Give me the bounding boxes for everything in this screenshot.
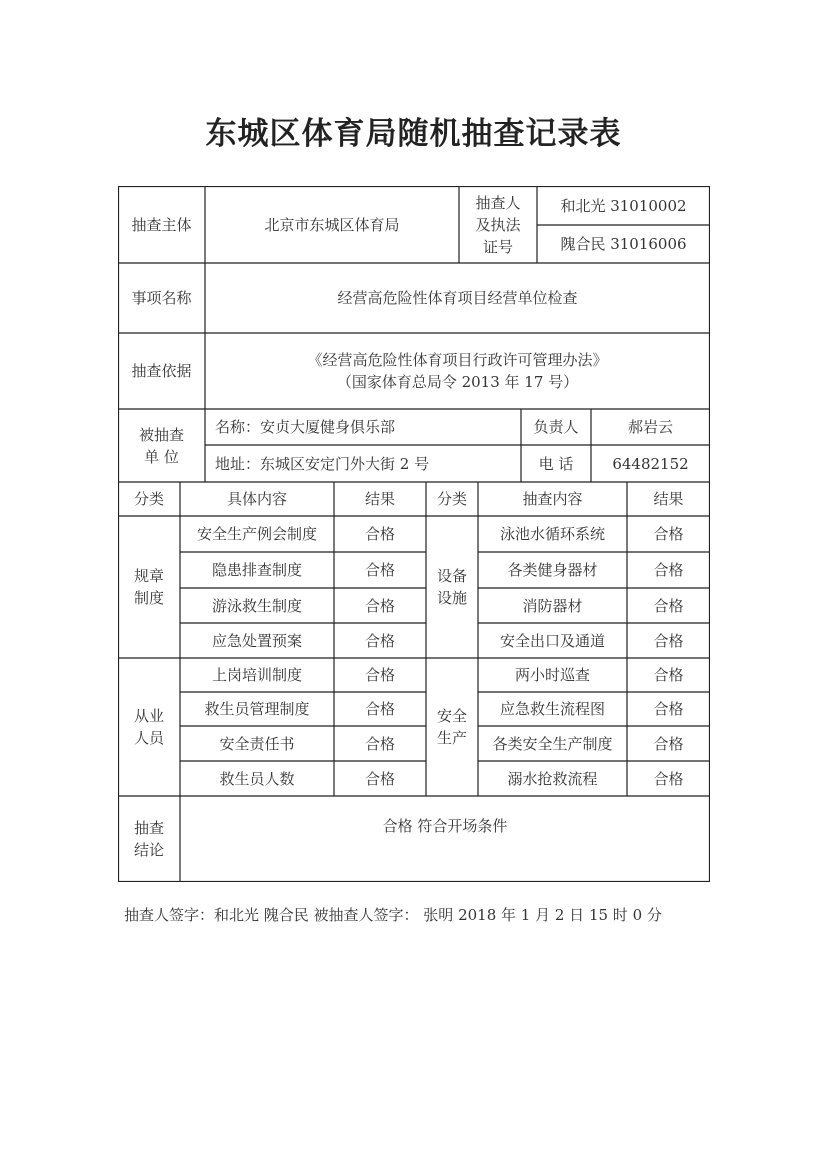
table-row-item: 上岗培训制度 bbox=[211, 666, 302, 684]
category-line: 从业 bbox=[133, 707, 164, 725]
category-line: 制度 bbox=[133, 589, 164, 607]
conclusion-value: 合格 符合开场条件 bbox=[382, 817, 508, 835]
table-row-result: 合格 bbox=[364, 700, 395, 718]
signature-line: 抽查人签字：和北光 隗合民 被抽查人签字： 张明 2018 年 1 月 2 日 15 时 0 分 bbox=[124, 906, 662, 924]
col-header: 具体内容 bbox=[226, 490, 287, 508]
table-row-result: 合格 bbox=[364, 666, 395, 684]
table-row-result: 合格 bbox=[364, 631, 395, 650]
table-row-result: 合格 bbox=[653, 734, 684, 753]
table-row-item: 应急救生流程图 bbox=[499, 700, 605, 718]
table-row-result: 合格 bbox=[364, 769, 395, 788]
item-value: 经营高危险性体育项目经营单位检查 bbox=[337, 289, 578, 307]
table-row-result: 合格 bbox=[653, 631, 684, 650]
col-header: 抽查内容 bbox=[522, 490, 583, 508]
owner-value: 郝岩云 bbox=[627, 418, 673, 436]
table-row-result: 合格 bbox=[653, 666, 684, 684]
basis-value bbox=[205, 333, 710, 409]
table-row-item: 各类安全生产制度 bbox=[492, 734, 613, 753]
subject-value: 北京市东城区体育局 bbox=[264, 215, 400, 234]
inspector-label-line: 抽查人 bbox=[475, 193, 521, 212]
table-row-result: 合格 bbox=[364, 596, 395, 615]
phone-value: 64482152 bbox=[612, 454, 689, 473]
category-equipment bbox=[426, 516, 478, 658]
conclusion-label-line: 抽查 bbox=[133, 819, 164, 837]
phone-label: 电 话 bbox=[538, 454, 574, 473]
table-row-item: 游泳救生制度 bbox=[211, 596, 302, 615]
subject-label: 抽查主体 bbox=[131, 215, 192, 234]
table-row-item: 溺水抢救流程 bbox=[507, 769, 598, 788]
table-row-result: 合格 bbox=[364, 525, 395, 543]
item-label: 事项名称 bbox=[131, 289, 192, 307]
table-row-result: 合格 bbox=[364, 561, 395, 579]
category-staff bbox=[118, 658, 180, 796]
col-header: 分类 bbox=[133, 490, 164, 508]
table-row-item: 各类健身器材 bbox=[507, 561, 598, 579]
basis-line: 《经营高危险性体育项目行政许可管理办法》 bbox=[307, 351, 608, 369]
col-header: 结果 bbox=[653, 490, 684, 508]
table-row-result: 合格 bbox=[653, 596, 684, 615]
owner-label: 负责人 bbox=[533, 418, 579, 436]
conclusion-label bbox=[118, 796, 180, 882]
inspector-1: 和北光 31010002 bbox=[560, 196, 687, 215]
inspection-table bbox=[118, 186, 710, 882]
inspector-label-line: 证号 bbox=[482, 237, 513, 256]
table-row-item: 应急处置预案 bbox=[211, 631, 302, 650]
table-row-item: 安全出口及通道 bbox=[499, 631, 605, 650]
table-row-item: 安全责任书 bbox=[219, 734, 295, 753]
unit-name: 名称：安贞大厦健身俱乐部 bbox=[215, 418, 396, 436]
category-line: 规章 bbox=[133, 567, 164, 585]
inspector-2: 隗合民 31016006 bbox=[560, 235, 687, 253]
table-row-item: 消防器材 bbox=[522, 596, 583, 615]
category-rules bbox=[118, 516, 180, 658]
category-line: 安全 bbox=[436, 707, 467, 725]
col-header: 结果 bbox=[364, 490, 395, 508]
category-line: 设施 bbox=[436, 589, 467, 607]
table-row-result: 合格 bbox=[653, 561, 684, 579]
unit-label-line: 单 位 bbox=[144, 447, 179, 466]
inspector-label bbox=[459, 186, 537, 263]
table-row-item: 两小时巡查 bbox=[514, 666, 590, 684]
form-title: 东城区体育局随机抽查记录表 bbox=[205, 116, 622, 152]
table-row-result: 合格 bbox=[653, 769, 684, 788]
unit-label-line: 被抽查 bbox=[138, 425, 184, 444]
category-line: 设备 bbox=[436, 567, 467, 585]
table-row-result: 合格 bbox=[364, 734, 395, 753]
unit-label bbox=[118, 409, 205, 482]
table-row-item: 安全生产例会制度 bbox=[196, 525, 317, 543]
table-row-result: 合格 bbox=[653, 525, 684, 543]
table-row-item: 泳池水循环系统 bbox=[499, 525, 605, 543]
col-header: 分类 bbox=[436, 490, 467, 508]
table-row-item: 救生员管理制度 bbox=[204, 700, 310, 718]
unit-address: 地址：东城区安定门外大街 2 号 bbox=[215, 454, 430, 473]
table-row-item: 隐患排查制度 bbox=[211, 561, 302, 579]
table-row-result: 合格 bbox=[653, 700, 684, 718]
category-safety bbox=[426, 658, 478, 796]
basis-line: （国家体育总局令 2013 年 17 号） bbox=[336, 373, 579, 391]
basis-label: 抽查依据 bbox=[131, 362, 192, 380]
category-line: 人员 bbox=[133, 729, 164, 747]
table-row-item: 救生员人数 bbox=[219, 769, 295, 788]
conclusion-label-line: 结论 bbox=[133, 841, 164, 859]
inspector-label-line: 及执法 bbox=[475, 215, 521, 234]
category-line: 生产 bbox=[436, 729, 467, 747]
